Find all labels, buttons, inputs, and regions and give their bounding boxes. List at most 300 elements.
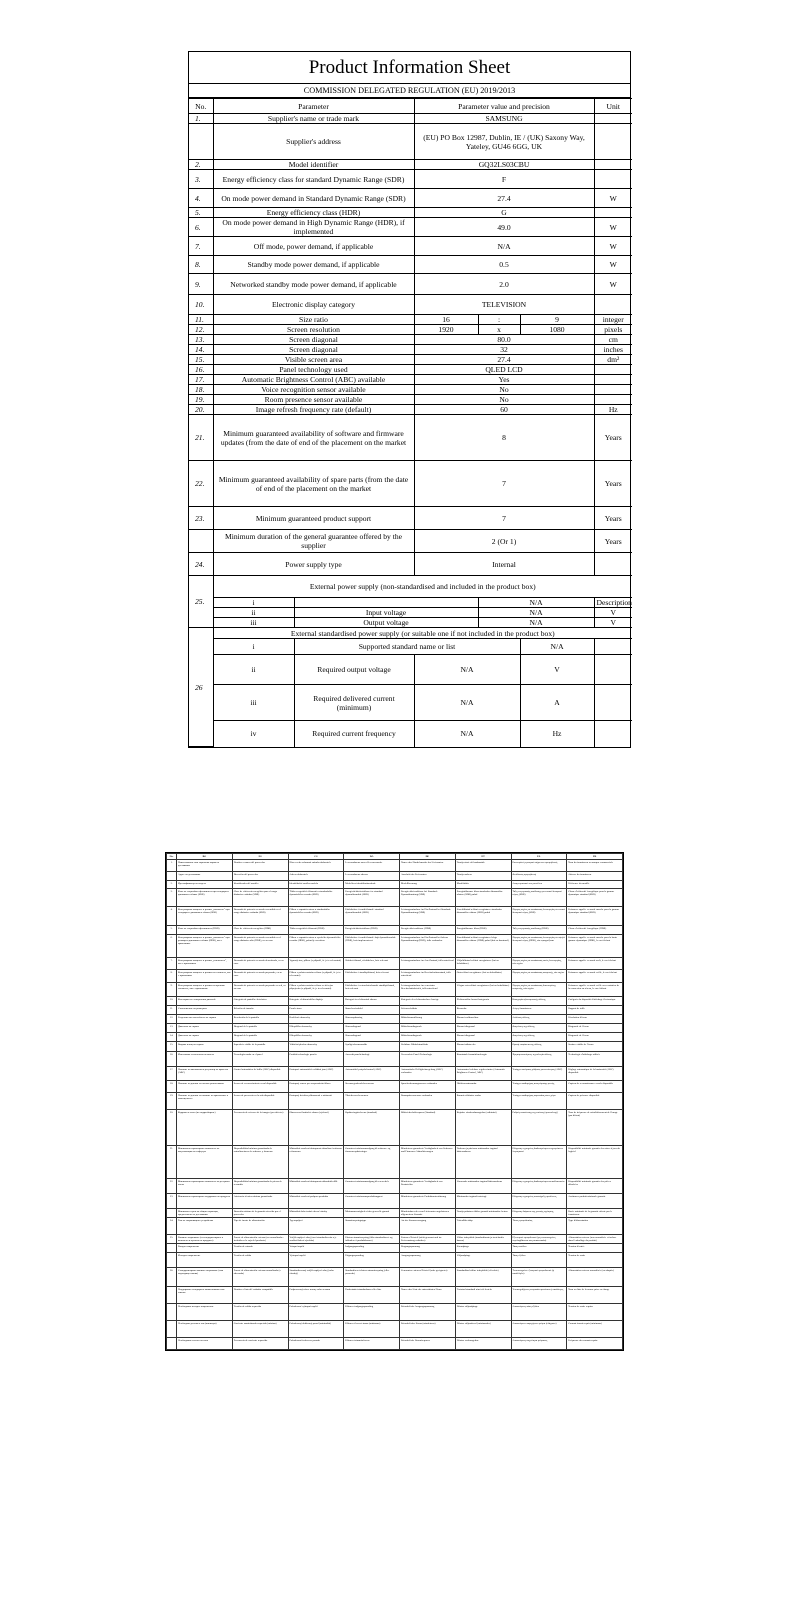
row-number: 18. — [189, 385, 213, 395]
translation-cell: Minimální doba trvání obecné záruky — [288, 1209, 344, 1218]
translation-cell: Effektbehov i standbytilstand, hvis relevant — [344, 970, 400, 983]
row-number: 10. — [189, 295, 213, 315]
parameter-name — [294, 598, 478, 608]
translation-cell: Demanda de potencia en modo desactivado, en su caso — [232, 958, 288, 970]
row-number: 12. — [189, 325, 213, 335]
row-number: 10. — [167, 997, 177, 1006]
section-title: External standardised power supply (or suitable one if not included in the product box) — [213, 628, 632, 639]
translation-cell: Nombre o marca del proveedor — [232, 860, 288, 872]
parameter-value: N/A — [478, 598, 594, 608]
table-row — [167, 1194, 623, 1209]
parameter-name: Input voltage — [294, 608, 478, 618]
translation-cell: Bildschirmauflösung — [400, 1015, 456, 1024]
parameter-name: Size ratio — [213, 315, 414, 325]
table-row — [189, 507, 632, 530]
translation-cell: Tensión de entrada — [232, 1244, 288, 1253]
translation-cell: Puissance appelée en mode marche pour la haute gamme dynamique (HDR), le cas échéant — [567, 935, 623, 958]
parameter-value: N/A — [414, 721, 520, 747]
translation-cell: Sisselülitatud režiimi energiatarve standardse dünaamilise ulatuse (SDR) puhul — [455, 907, 511, 926]
row-number: 1. — [167, 860, 177, 872]
translation-cell: Nõutav voolusagedus — [455, 1338, 511, 1350]
translation-cell: Υπάρχει αισθητήρας αναγνώρισης φωνής — [511, 1081, 567, 1093]
table-row — [167, 1268, 623, 1287]
parameter-unit — [594, 124, 632, 160]
parameter-name: Minimum duration of the general guarantee offered by the supplier — [213, 530, 414, 553]
row-number: 9. — [189, 274, 213, 295]
parameter-name: Automatic Brightness Control (ABC) available — [213, 375, 414, 385]
translation-cell: Categoría de pantalla electrónica — [232, 997, 288, 1006]
table-row — [189, 721, 632, 747]
translation-cell: Frecuencia de corriente requerida — [232, 1338, 288, 1350]
translation-cell: Ζήτηση ισχύος σε κατάσταση λειτουργίας σε τυπικό δυναμικό εύρος (SDR) — [511, 907, 567, 926]
parameter-name: Power supply type — [213, 553, 414, 576]
table-row — [189, 208, 632, 218]
translation-cell: Skærmdiagonal — [344, 1024, 400, 1033]
translation-cell: Leverandørens adresse — [344, 872, 400, 881]
translation-cell: Необходима честота на тока — [177, 1338, 233, 1350]
row-number: 11. — [189, 315, 213, 325]
language-header: CS — [288, 854, 344, 860]
parameter-value: N/A — [414, 655, 520, 685]
table-row — [167, 1218, 623, 1235]
sheet-title: Product Information Sheet — [189, 52, 630, 84]
empty-cell — [594, 655, 632, 685]
translation-cell: Rozlišení obrazovky — [288, 1015, 344, 1024]
translation-cell: Požadovaná frekvence proudu — [288, 1338, 344, 1350]
translation-cell: Τύπος τροφοδοσίας — [511, 1218, 567, 1235]
translation-cell: Puissance appelée en mode arrêt, le cas échéant — [567, 958, 623, 970]
translation-cell: Modellkennung — [400, 881, 456, 889]
table-row — [167, 1244, 623, 1253]
parameter-unit — [594, 395, 632, 405]
table-row — [167, 1321, 623, 1338]
table-row — [189, 345, 632, 355]
row-number: 5. — [167, 926, 177, 935]
parameter-name: Supplier's name or trade mark — [213, 114, 414, 124]
translation-cell: Αναγνωριστικό του μοντέλου — [511, 881, 567, 889]
translation-cell: Ζήτηση ισχύος σε κατάσταση λειτουργίας σε υψηλό δυναμικό εύρος (HDR), εάν εφαρμόζεται — [511, 935, 567, 958]
parameter-value: Yes — [414, 375, 594, 385]
translation-cell: Nõutav väljundpinge — [455, 1304, 511, 1321]
table-row — [189, 530, 632, 553]
translation-cell: Kujutise värskendussagedus (vaikimisi) — [455, 1110, 511, 1146]
table-row — [167, 983, 623, 997]
table-row — [189, 639, 632, 655]
table-row — [189, 415, 632, 461]
parameter-name: On mode power demand in High Dynamic Range (HDR), if implemented — [213, 218, 414, 237]
parameter-value: G — [414, 208, 594, 218]
parameter-unit: cm — [594, 335, 632, 345]
row-number: 17. — [167, 1067, 177, 1081]
translation-cell: Puissance appelée en mode marche pour la gamme dynamique standard (SDR) — [567, 907, 623, 926]
row-number: 6. — [189, 218, 213, 237]
translation-cell: Demanda de potencia en modo preparado, en su caso — [232, 970, 288, 983]
translation-cell: Tecnología usada en el panel — [232, 1052, 288, 1067]
translation-cell: Διαγώνιος της οθόνης — [511, 1033, 567, 1042]
row-number: 8. — [167, 970, 177, 983]
translation-cell: Επωνυμία ή εμπορικό σήμα του προμηθευτή — [511, 860, 567, 872]
translation-cell: Консумирана мощност в режим на мрежова готовност, ако е приложимо — [177, 983, 233, 997]
translation-cell: Fréquence du courant requise — [567, 1338, 623, 1350]
translation-cell: Garanteret minimumsproduktsupport — [344, 1194, 400, 1209]
translation-cell: Stemmegenkendelses-sensor — [344, 1081, 400, 1093]
translation-cell: Ruumis viibimise andur — [455, 1093, 511, 1110]
parameter-name: Required delivered current (minimum) — [294, 685, 414, 721]
parameter-value-part: 1080 — [520, 325, 594, 335]
translation-cell: Υπάρχει αυτόματη ρύθμιση φωτεινότητας (ABC) — [511, 1067, 567, 1081]
translation-cell: Κατηγορία ηλεκτρονικής οθόνης — [511, 997, 567, 1006]
table-row — [189, 375, 632, 385]
parameter-name: Electronic display category — [213, 295, 414, 315]
row-number: 4. — [167, 907, 177, 926]
translation-cell: Adresa dodavatele — [288, 872, 344, 881]
translation-cell: Rapport de taille — [567, 1006, 623, 1015]
translation-cell: Modellens identifikationskode — [344, 881, 400, 889]
parameter-name: Visible screen area — [213, 355, 414, 365]
translation-cell: Externes Netzteil (nicht genormt und im Lieferumfang enthalten) — [400, 1235, 456, 1244]
table-row — [167, 1015, 623, 1024]
translation-cell: Effektbehov i netværksforbundet standbytilstand, hvis relevant — [344, 983, 400, 997]
table-row — [189, 256, 632, 274]
translation-cell: Clase de eficiencia energética (HDR) — [232, 926, 288, 935]
parameter-value: 32 — [414, 345, 594, 355]
translation-cell: Kuvasuhe — [455, 1006, 511, 1015]
parameter-value-part: 16 — [414, 315, 478, 325]
translation-cell: Indgangsspænding — [344, 1244, 400, 1253]
multilingual-parameter-table — [165, 852, 624, 1351]
translation-cell: Разделителна способност на екрана — [177, 1015, 233, 1024]
parameter-value: 27.4 — [414, 189, 594, 208]
translation-cell: Påkrævet strømfrekvens — [344, 1338, 400, 1350]
table-row — [189, 395, 632, 405]
row-number — [167, 1253, 177, 1268]
translation-cell: Energiatõhususe klass (HDR) — [455, 926, 511, 935]
translation-cell: Clase de eficiencia energética para el rango dinámico estándar (SDR) — [232, 889, 288, 907]
section-25-title — [189, 576, 632, 598]
parameter-value: 80.0 — [414, 335, 594, 345]
parameter-value: SAMSUNG — [414, 114, 594, 124]
row-number — [167, 1244, 177, 1253]
translation-cell: Tension d'entrée — [567, 1244, 623, 1253]
translation-cell: Адрес на доставчика — [177, 872, 233, 881]
parameter-value: TELEVISION — [414, 295, 594, 315]
table-row — [167, 1146, 623, 1179]
translation-cell: Ζήτηση ισχύος σε κατάσταση αναμονής, εάν ισχύει — [511, 970, 567, 983]
parameter-name: On mode power demand in Standard Dynamic Range (SDR) — [213, 189, 414, 208]
parameter-unit: inches — [594, 345, 632, 355]
translation-cell: Väljundpinge — [455, 1253, 511, 1268]
parameter-unit: Years — [594, 530, 632, 553]
row-number — [167, 1304, 177, 1321]
translation-cell: Skærmopløsning — [344, 1015, 400, 1024]
translation-cell: Категория на електронния дисплей — [177, 997, 233, 1006]
translation-cell: Minimální zaručená dostupnost aktualizací softwaru a firmwaru — [288, 1146, 344, 1179]
parameter-value: N/A — [414, 237, 594, 256]
translation-cell: Απαιτούμενο παρεχόμενο ρεύμα (ελάχιστο) — [511, 1321, 567, 1338]
table-row — [167, 1287, 623, 1304]
row-number: 12. — [167, 1015, 177, 1024]
translation-cell: Standardiseret ekstern strømforsyning (eller passende) — [344, 1268, 400, 1287]
parameter-unit — [594, 208, 632, 218]
parameter-unit: W — [594, 274, 632, 295]
translation-cell: Raumpräsenzsensor vorhanden — [400, 1093, 456, 1110]
translation-cell: Eingangsspannung — [400, 1244, 456, 1253]
parameter-value: QLED LCD — [414, 365, 594, 375]
parameter-name: Networked standby mode power demand, if applicable — [213, 274, 414, 295]
parameter-name: Energy efficiency class for standard Dynamic Range (SDR) — [213, 170, 414, 189]
translation-cell: Ekraani nähtav ala — [455, 1042, 511, 1052]
translation-cell: Ekraani diagonaal — [455, 1024, 511, 1033]
row-number: 3. — [167, 889, 177, 907]
translation-cell: Διεύθυνση προμηθευτή — [511, 872, 567, 881]
translation-cell: Leistungsaufnahme im Ein-Zustand bei Standard-Dynamikumfang (SDR) — [400, 907, 456, 926]
parameter-unit — [594, 160, 632, 170]
translation-cell: Tension de sortie requise — [567, 1304, 623, 1321]
translation-cell: Kategori for elektronisk skærm — [344, 997, 400, 1006]
translation-cell: Ελάχιστη εγγυημένη διαθεσιμότητα ανταλλακτικών — [511, 1179, 567, 1194]
translation-cell: Клас на енергийна ефективност при стандартен динамичен обхват (SDR) — [177, 889, 233, 907]
translation-cell: Assistance produit minimale garantie — [567, 1194, 623, 1209]
table-row — [189, 295, 632, 315]
translation-cell: Консумирана мощност в режим „изключено“, ако е приложимо — [177, 958, 233, 970]
language-header: EL — [511, 854, 567, 860]
translation-cell: Mindestens garantierte Verfügbarkeit von Ersatzteilen — [400, 1179, 456, 1194]
translation-cell: Référence du modèle — [567, 881, 623, 889]
parameter-name: Screen diagonal — [213, 335, 414, 345]
parameter-name: Supported standard name or list — [294, 639, 520, 655]
row-number: 20. — [167, 1110, 177, 1146]
translation-cell: Energieeffizienzklasse (HDR) — [400, 926, 456, 935]
translation-cell: Synligt skærmområde — [344, 1042, 400, 1052]
translation-cell: Mudelitähis — [455, 881, 511, 889]
translation-cell: Toetatud standardi nimi või loetelu — [455, 1287, 511, 1304]
translation-cell: Tipo de fuente de alimentación — [232, 1218, 288, 1235]
translation-cell: Poměr stran — [288, 1006, 344, 1015]
table-row — [167, 1006, 623, 1015]
table-row — [167, 1052, 623, 1067]
row-number: 2. — [167, 881, 177, 889]
translation-cell: Τάξη ενεργειακής απόδοσης (HDR) — [511, 926, 567, 935]
translation-cell: Стандартизирано външно захранване (или подходящо такова) — [177, 1268, 233, 1287]
translation-cell: Ελάχιστη διάρκεια της γενικής εγγύησης — [511, 1209, 567, 1218]
translation-cell: Клас на енергийна ефективност (HDR) — [177, 926, 233, 935]
row-number: 21. — [167, 1146, 177, 1179]
translation-cell: Požadované výstupní napětí — [288, 1304, 344, 1321]
translation-cell: Energieffektivitetsklasse (HDR) — [344, 926, 400, 935]
parameter-name: Off mode, power demand, if applicable — [213, 237, 414, 256]
translation-cell: Fuente de alimentación externa normalizada (o adecuada) — [232, 1268, 288, 1287]
translation-cell: Disponibilité minimale garantie des pièces détachées — [567, 1179, 623, 1194]
translation-cell: Erforderliche Ausgangsspannung — [400, 1304, 456, 1321]
language-header: DE — [400, 854, 456, 860]
translation-cell: Varuosade minimaalne tagatud kättesaadavus — [455, 1179, 511, 1194]
translation-cell: Nombre o lista del estándar compatible — [232, 1287, 288, 1304]
translation-cell: Võrgus ooterežiimi energiatarve (kui on kohaldatav) — [455, 983, 511, 997]
translation-cell: Elektroonilise kuvari kategooria — [455, 997, 511, 1006]
table-row — [189, 315, 632, 325]
row-number: 9. — [167, 983, 177, 997]
language-header: DA — [344, 854, 400, 860]
parameter-unit: integer — [594, 315, 632, 325]
row-number: 4. — [189, 189, 213, 208]
translation-cell: Identifikační značka modelu — [288, 881, 344, 889]
language-header: No. — [167, 854, 177, 860]
translation-cell: Nõutav väljundvool (minimaalne) — [455, 1321, 511, 1338]
translation-cell: Anschrift des Lieferanten — [400, 872, 456, 881]
translation-cell: Asistencia técnica mínima garantizada — [232, 1194, 288, 1209]
translation-cell: Ανάλυση οθόνης — [511, 1015, 567, 1024]
translation-cell: Anvendt panelteknologi — [344, 1052, 400, 1067]
translation-cell: Typ napájení — [288, 1218, 344, 1235]
parameter-name: Standby mode power demand, if applicable — [213, 256, 414, 274]
parameter-unit: W — [594, 218, 632, 237]
row-number: 14. — [189, 345, 213, 355]
parameter-name: Minimum guaranteed availability of software and firmware updates (from the date of end of the placement on the market — [213, 415, 414, 461]
parameter-value: 49.0 — [414, 218, 594, 237]
table-row — [189, 618, 632, 628]
translation-cell: Relación de tamaño — [232, 1006, 288, 1015]
translation-cell: Taux de fréquence de rafraîchissement de l'image (par défaut) — [567, 1110, 623, 1146]
language-header: ET — [455, 854, 511, 860]
table-row — [189, 553, 632, 576]
table-row — [189, 365, 632, 375]
table-row — [167, 926, 623, 935]
row-number: 13. — [189, 335, 213, 345]
translation-cell: Leistungsaufnahme im Aus-Zustand, falls zutreffend — [400, 958, 456, 970]
parameter-unit: W — [594, 237, 632, 256]
parameter-unit: W — [594, 189, 632, 208]
table-row — [167, 860, 623, 872]
header-parameter: Parameter — [213, 99, 414, 114]
table-row — [189, 274, 632, 295]
sub-index: ii — [213, 608, 294, 618]
parameter-value: 8 — [414, 415, 594, 461]
translation-cell: Minimumsvarighed af den generelle garanti — [344, 1209, 400, 1218]
translation-cell: Ekstern strømforsyning (ikke-standardiseret og inkluderet i produktkassen) — [344, 1235, 400, 1244]
translation-cell: Frecuencia de refresco de la imagen (por defecto) — [232, 1110, 288, 1146]
section-26-title — [189, 628, 632, 639]
translation-cell: Réglage automatique de la luminosité (ABC) disponible — [567, 1067, 623, 1081]
row-number: 25. — [167, 1235, 177, 1244]
parameter-value: 0.5 — [414, 256, 594, 274]
table-row — [167, 970, 623, 983]
row-number: 17. — [189, 375, 213, 385]
table-row — [189, 114, 632, 124]
translation-cell: Použitá technologie panelu — [288, 1052, 344, 1067]
translation-cell: Nom du fournisseur ou marque commerciale — [567, 860, 623, 872]
translation-cell: Control automático de brillo (ABC) disponible — [232, 1067, 288, 1081]
parameter-unit — [594, 553, 632, 576]
translation-cell: Консумирана мощност в режим „включено“ при стандартен динамичен обхват (SDR) — [177, 907, 233, 926]
sub-index: iii — [213, 618, 294, 628]
parameter-unit — [594, 295, 632, 315]
parameter-unit: Hz — [520, 721, 594, 747]
translation-cell: Energiatõhususe klass standardse dünaamilise ulatuse (SDR) puhul — [455, 889, 511, 907]
translation-cell: Bildschirmdiagonale — [400, 1024, 456, 1033]
parameter-name: Panel technology used — [213, 365, 414, 375]
translation-cell: Идентификатор на модела — [177, 881, 233, 889]
translation-cell: Τάση εισόδου — [511, 1244, 567, 1253]
translation-cell: Spracherkennungssensor vorhanden — [400, 1081, 456, 1093]
translation-cell: Capteur de présence disponible — [567, 1093, 623, 1110]
translation-cell: Наличие на датчик за гласово разпознаване — [177, 1081, 233, 1093]
row-number: 22. — [167, 1179, 177, 1194]
table-row — [189, 608, 632, 618]
translation-cell: Τυποποιημένο εξωτερικό τροφοδοτικό (ή κατάλληλο) — [511, 1268, 567, 1287]
row-number: 19. — [167, 1093, 177, 1110]
table-row — [167, 1179, 623, 1194]
translation-cell: Vypnutý stav, příkon (v případě, že je to relevantní) — [288, 958, 344, 970]
translation-cell: Dostupné automatické ovládání jasu (ABC) — [288, 1067, 344, 1081]
parameter-name: Voice recognition sensor available — [213, 385, 414, 395]
translation-cell: Tensión de salida requerida — [232, 1304, 288, 1321]
table-row — [167, 1110, 623, 1146]
translation-cell: Диагонал на екрана — [177, 1033, 233, 1042]
translation-cell: Минимален срок на общата гаранция, предоставена от доставчика — [177, 1209, 233, 1218]
translation-cell: Identificador del modelo — [232, 881, 288, 889]
translation-cell: Tarnija pakutava üldise garantii minimaalne kestus — [455, 1209, 511, 1218]
translation-cell: Diagonale de l'écran — [567, 1024, 623, 1033]
translation-cell: Disponibilidad mínima garantizada de piezas de recambio — [232, 1179, 288, 1194]
translation-cell: Minimální zaručená podpora produktu — [288, 1194, 344, 1209]
row-number: 14. — [167, 1033, 177, 1042]
translation-cell: Наличие на автоматичен регулатор на яркостта (ABC) — [177, 1067, 233, 1081]
table-row — [189, 355, 632, 365]
table-row — [189, 598, 632, 608]
parameter-value-part: : — [478, 315, 520, 325]
parameter-name: Required output voltage — [294, 655, 414, 685]
empty-cell — [594, 685, 632, 721]
translation-cell: Genormtes externes Netzteil (oder geeignetes) — [400, 1268, 456, 1287]
translation-cell: Diagonal de la pantalla — [232, 1024, 288, 1033]
translation-cell: Strømforsyningstype — [344, 1218, 400, 1235]
parameter-value: N/A — [414, 685, 520, 721]
language-header: BG — [177, 854, 233, 860]
parameter-value-part: 1920 — [414, 325, 478, 335]
translation-cell: Příkon v zapnutém stavu u vysokého dynamického rozsahu (HDR), pokud je zavedeno — [288, 935, 344, 958]
row-number — [189, 530, 213, 553]
header-value: Parameter value and precision — [414, 99, 594, 114]
parameter-name: Minimum guaranteed availability of spare parts (from the date of end of the placement on the market — [213, 461, 414, 507]
row-number: 18. — [167, 1081, 177, 1093]
translation-cell: Kategorie der elektronischen Anzeige — [400, 997, 456, 1006]
translation-cell: Ελάχιστη εγγυημένη υποστήριξη προϊόντος — [511, 1194, 567, 1209]
row-number — [167, 1321, 177, 1338]
translation-cell: Garanteret minimumsadgang til software- og firmwareopdateringer — [344, 1146, 400, 1179]
translation-cell: Kasutatud ekraanitehnoloogia — [455, 1052, 511, 1067]
translation-cell: Catégorie du dispositif d'affichage électronique — [567, 997, 623, 1006]
parameter-name: Output voltage — [294, 618, 478, 628]
translation-cell: Sensor de presencia en la sala disponible — [232, 1093, 288, 1110]
parameter-unit — [594, 365, 632, 375]
parameter-unit: V — [594, 608, 632, 618]
translation-cell: Използвана технология на панела — [177, 1052, 233, 1067]
row-number: 8. — [189, 256, 213, 274]
translation-cell: Ekraani eraldusvõime — [455, 1015, 511, 1024]
translation-cell: Alimentation externe normalisée (ou adaptée) — [567, 1268, 623, 1287]
row-number: 7. — [189, 237, 213, 256]
parameter-value: Internal — [414, 553, 594, 576]
table-row — [189, 325, 632, 335]
row-number — [167, 1209, 177, 1218]
row-number: 21. — [189, 415, 213, 461]
sheet-subtitle: COMMISSION DELEGATED REGULATION (EU) 2019/2013 — [189, 84, 630, 98]
parameter-value: 27.4 — [414, 355, 594, 365]
translation-cell: Påkrævet leveret strøm (minimum) — [344, 1321, 400, 1338]
translation-cell: Leistungsaufnahme im Bereitschaftszustand, falls zutreffend — [400, 970, 456, 983]
translation-cell: Diagonal de la pantalla — [232, 1033, 288, 1042]
table-row — [167, 1067, 623, 1081]
